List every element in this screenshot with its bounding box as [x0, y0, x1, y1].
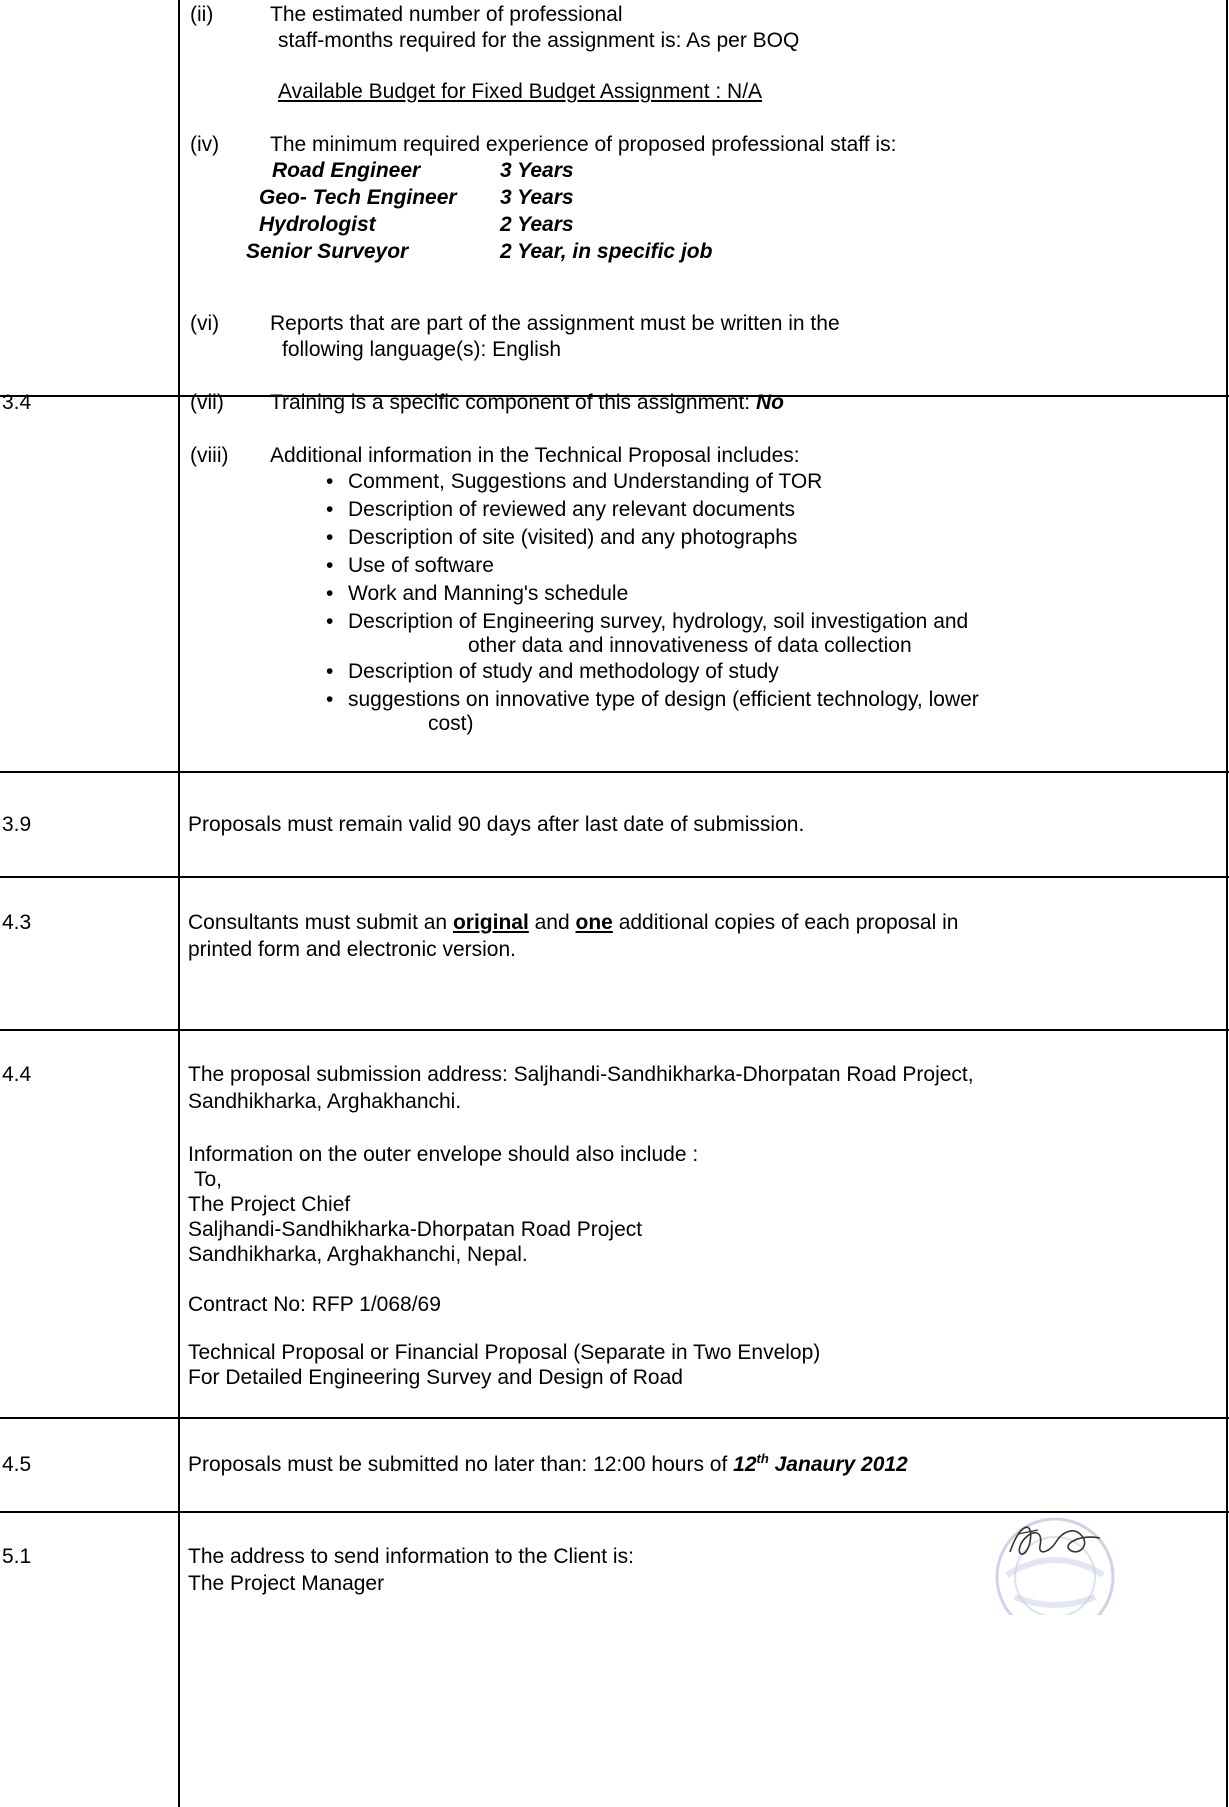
- address-line: Saljhandi-Sandhikharka-Dhorpatan Road Project: [188, 1218, 643, 1241]
- clause-text: printed form and electronic version.: [188, 938, 516, 961]
- staff-role: Hydrologist: [259, 213, 376, 236]
- item-number: (vi): [190, 312, 220, 335]
- item-text: staff-months required for the assignment is: As per BOQ: [278, 29, 800, 52]
- item-number: (ii): [190, 3, 214, 26]
- right-border: [1226, 0, 1228, 1807]
- clause-number: 5.1: [2, 1545, 32, 1568]
- list-item: • Comment, Suggestions and Understanding of TOR: [326, 468, 979, 496]
- clause-number: 4.3: [2, 911, 32, 934]
- clause-text: The address to send information to the Client is:: [188, 1545, 634, 1568]
- item-text: The minimum required experience of proposed professional staff is:: [270, 133, 897, 156]
- staff-role: Geo- Tech Engineer: [259, 186, 457, 209]
- column-divider: [178, 0, 180, 1807]
- row-divider: [0, 876, 1229, 878]
- clause-number: 3.9: [2, 813, 32, 836]
- list-item: • Work and Manning's schedule: [326, 580, 979, 608]
- clause-number: 4.4: [2, 1063, 32, 1086]
- item-text: Reports that are part of the assignment must be written in the: [270, 312, 840, 335]
- row-divider: [0, 1417, 1229, 1419]
- clause-text: Consultants must submit an original and one additional copies of each proposal in: [188, 911, 959, 934]
- signature-icon: [1000, 1512, 1110, 1572]
- list-item: • suggestions on innovative type of design (efficient technology, lower cost): [326, 686, 979, 736]
- list-item: • Description of study and methodology of study: [326, 658, 979, 686]
- item-text: Training is a specific component of this assignment: No: [270, 391, 784, 414]
- item-text: The estimated number of professional: [270, 3, 623, 26]
- clause-text: Proposals must remain valid 90 days after last date of submission.: [188, 813, 805, 836]
- clause-text: Proposals must be submitted no later than: 12:00 hours of 12th Janaury 2012: [188, 1451, 908, 1476]
- clause-number: 4.5: [2, 1453, 32, 1476]
- item-number: (iv): [190, 133, 220, 156]
- staff-role: Road Engineer: [272, 159, 421, 182]
- staff-years: 3 Years: [500, 159, 574, 182]
- row-divider: [0, 1029, 1229, 1031]
- bullet-list: [326, 468, 979, 736]
- list-item: • Description of Engineering survey, hydrology, soil investigation and other data and innovativeness of data collection: [326, 608, 979, 658]
- item-number: (viii): [190, 444, 229, 467]
- deadline-date: 12th Janaury 2012: [733, 1451, 908, 1476]
- address-line: The Project Chief: [188, 1193, 351, 1216]
- clause-number: 3.4: [2, 391, 32, 414]
- list-item: • Description of site (visited) and any photographs: [326, 524, 979, 552]
- item-text: following language(s): English: [282, 338, 561, 361]
- contract-number: Contract No: RFP 1/068/69: [188, 1293, 441, 1316]
- staff-years: 3 Years: [500, 186, 574, 209]
- budget-text: Available Budget for Fixed Budget Assignment : N/A: [278, 80, 763, 103]
- address-line: Sandhikharka, Arghakhanchi, Nepal.: [188, 1243, 528, 1266]
- list-item: • Description of reviewed any relevant documents: [326, 496, 979, 524]
- staff-role: Senior Surveyor: [246, 240, 409, 263]
- clause-text: Technical Proposal or Financial Proposal (Separate in Two Envelop): [188, 1341, 821, 1364]
- staff-years: 2 Year, in specific job: [500, 240, 713, 263]
- item-number: (vii): [190, 391, 224, 414]
- clause-text: Information on the outer envelope should also include :: [188, 1143, 699, 1166]
- staff-years: 2 Years: [500, 213, 574, 236]
- list-item: • Use of software: [326, 552, 979, 580]
- row-divider: [0, 771, 1229, 773]
- training-answer: No: [755, 391, 784, 414]
- clause-text: For Detailed Engineering Survey and Design of Road: [188, 1366, 683, 1389]
- clause-text: Sandhikharka, Arghakhanchi.: [188, 1090, 462, 1113]
- clause-text: The Project Manager: [188, 1572, 385, 1595]
- address-line: To,: [194, 1168, 223, 1191]
- item-text: Additional information in the Technical Proposal includes:: [270, 444, 800, 467]
- clause-text: The proposal submission address: Saljhandi-Sandhikharka-Dhorpatan Road Project,: [188, 1063, 974, 1086]
